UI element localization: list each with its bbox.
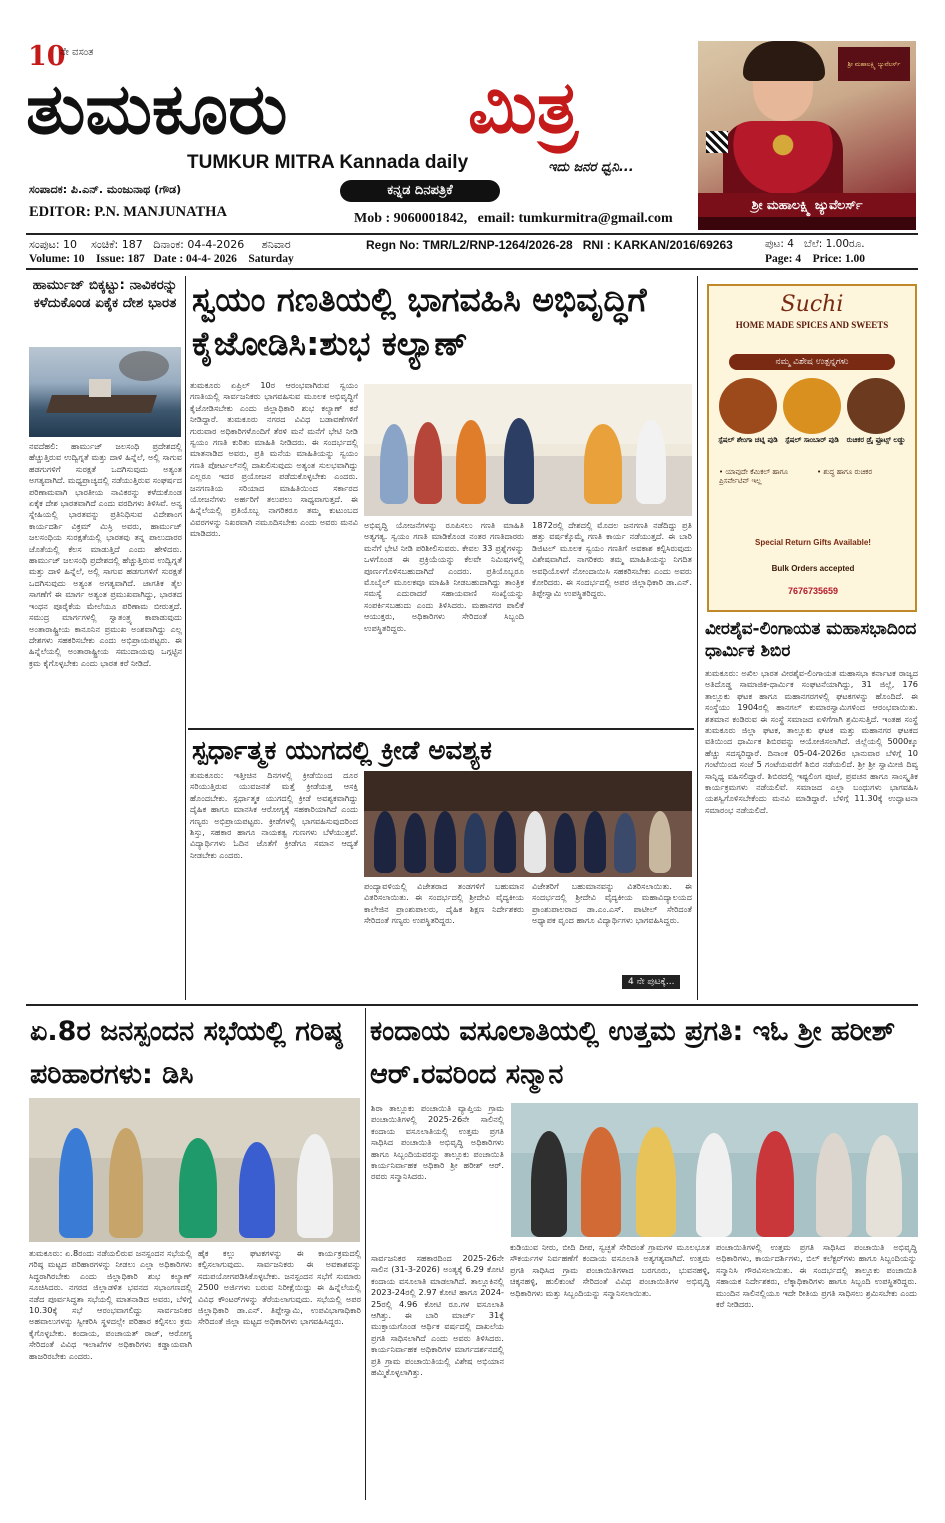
infobar-bottom-rule <box>26 268 918 270</box>
issue-info-kannada: ಸಂಪುಟ: 10 ಸಂಚಿಕೆ: 187 ದಿನಾಂಕ: 04-4-2026 ಶನಿವಾರ <box>29 238 291 251</box>
sports-col3: ವಿಜೇತರಿಗೆ ಬಹುಮಾನವನ್ನು ವಿತರಿಸಲಾಯಿತು. ಈ ಸಂದರ್ಭದಲ್ಲಿ ಶ್ರೀದೇವಿ ವೈದ್ಯಕೀಯ ಮಹಾವಿದ್ಯಾಲಯದ ಪ್ರಾಂಶುಪಾಲರಾದ ಡಾ.ಎಂ.ಎಸ್. ಪಾಟೀಲ್ ಸೇರಿದಂತೆ ಅಧ್ಯಾಪಕ ವೃಂದ ಹಾಗೂ ವಿದ್ಯಾರ್ಥಿಗಳು ಭಾಗವಹಿಸಿದ್ದರು. <box>532 881 692 926</box>
official-5 <box>297 1134 333 1238</box>
bottom-column-divider <box>365 1008 366 1500</box>
jewellery-ad <box>698 41 916 230</box>
left-column-divider <box>185 276 186 1000</box>
ad-brand-banner: ಶ್ರೀ ಮಹಾಲಕ್ಷ್ಮಿ ಜ್ಯುವೆಲರ್ಸ್ <box>698 193 916 217</box>
revenue-col3: ಪಂಚಾಯಿತಿಗಳಲ್ಲಿ ಉತ್ತಮ ಪ್ರಗತಿ ಸಾಧಿಸಿದ ಪಂಚಾಯಿತಿ ಅಭಿವೃದ್ಧಿ ಅಧಿಕಾರಿಗಳು, ಕಾರ್ಯದರ್ಶಿಗಳು, ಬಿಲ್ ಕಲೆಕ್ಟರ್‌ಗಳು ಹಾಗೂ ಸಿಬ್ಬಂದಿಯನ್ನು ಸನ್ಮಾನಿಸಿ ಗೌರವಿಸಲಾಯಿತು. ಈ ಸಂದರ್ಭದಲ್ಲಿ ತಾಲ್ಲೂಕು ಪಂಚಾಯಿತಿ ಸಹಾಯಕ ನಿರ್ದೇಶಕರು, ಲೆಕ್ಕಾಧಿಕಾರಿಗಳು ಹಾಗೂ ಸಿಬ್ಬಂದಿ ಉಪಸ್ಥಿತರಿದ್ದರು. ಮುಂದಿನ ಸಾಲಿನಲ್ಲಿಯೂ ಇದೇ ರೀತಿಯ ಪ್ರಗತಿ ಸಾಧಿಸಲು ಶ್ರಮಿಸಬೇಕು ಎಂದು ಕರೆ ನೀಡಿದರು. <box>716 1242 917 1310</box>
player-8 <box>584 811 606 873</box>
revenue-col2: ಕುಡಿಯುವ ನೀರು, ಬೀದಿ ದೀಪ, ಸ್ವಚ್ಛತೆ ಸೇರಿದಂತೆ ಗ್ರಾಮಗಳ ಮೂಲಭೂತ ಸೌಕರ್ಯಗಳ ನಿರ್ವಹಣೆಗೆ ಕಂದಾಯ ವಸೂಲಾತಿ ಅತ್ಯಗತ್ಯವಾಗಿದೆ. ಉತ್ತಮ ಪ್ರಗತಿ ಸಾಧಿಸಿದ ಗ್ರಾಮ ಪಂಚಾಯಿತಿಗಳಾದ ಬರಗೂರು, ಭುವನಹಳ್ಳಿ, ಚಿಕ್ಕನಹಳ್ಳಿ, ಹುಲಿಕುಂಟೆ ಸೇರಿದಂತೆ ವಿವಿಧ ಪಂಚಾಯಿತಿಗಳ ಅಭಿವೃದ್ಧಿ ಅಧಿಕಾರಿಗಳು ಮತ್ತು ಸಿಬ್ಬಂದಿಯನ್ನು ಸನ್ಮಾನಿಸಲಾಯಿತು. <box>510 1242 710 1298</box>
player-6 <box>524 811 546 873</box>
suchi-bullet-2: • ಶುದ್ಧ ಹಾಗೂ ರುಚಿಕರ <box>817 468 873 476</box>
honoree-4 <box>696 1133 732 1237</box>
suchi-product-2: ಸ್ಪೆಷಲ್ ಸಾಂಬಾರ್ ಪುಡಿ <box>785 436 839 444</box>
revenue-intro: ಶಿರಾ ತಾಲ್ಲೂಕು ಪಂಚಾಯಿತಿ ವ್ಯಾಪ್ತಿಯ ಗ್ರಾಮ ಪಂಚಾಯಿತಿಗಳಲ್ಲಿ 2025-26ನೇ ಸಾಲಿನಲ್ಲಿ ಕಂದಾಯ ವಸೂಲಾತಿಯಲ್ಲಿ ಉತ್ತಮ ಪ್ರಗತಿ ಸಾಧಿಸಿದ ಪಂಚಾಯಿತಿ ಅಭಿವೃದ್ಧಿ ಅಧಿಕಾರಿಗಳು ಹಾಗೂ ಸಿಬ್ಬಂದಿಯವರನ್ನು ತಾಲ್ಲೂಕು ಪಂಚಾಯಿತಿ ಕಾರ್ಯನಿರ್ವಾಹಕ ಅಧಿಕಾರಿ ಶ್ರೀ ಹರೀಶ್ ಆರ್. ರವರು ಸನ್ಮಾನಿಸಿದರು. <box>371 1103 504 1182</box>
revenue-col1: ಸಾರ್ವಜನಿಕರ ಸಹಕಾರದಿಂದ 2025-26ನೇ ಸಾಲಿನ (31-3-2026) ಅಂತ್ಯಕ್ಕೆ 6.29 ಕೋಟಿ ಕಂದಾಯ ವಸೂಲಾತಿ ಮಾಡಲಾಗಿದೆ. ತಾಲ್ಲೂಕಿನಲ್ಲಿ 2023-24ರಲ್ಲಿ 2.97 ಕೋಟಿ ಹಾಗೂ 2024-25ರಲ್ಲಿ 4.96 ಕೋಟಿ ರೂ.ಗಳ ವಸೂಲಾತಿ ಆಗಿತ್ತು. ಈ ಬಾರಿ ಮಾರ್ಚ್ 31ಕ್ಕೆ ಮುಕ್ತಾಯಗೊಂಡ ಆರ್ಥಿಕ ವರ್ಷದಲ್ಲಿ ದಾಖಲೆಯ ಪ್ರಗತಿ ಸಾಧಿಸಲಾಗಿದೆ ಎಂದು ಅವರು ತಿಳಿಸಿದರು. ಕಾರ್ಯನಿರ್ವಾಹಕ ಅಧಿಕಾರಿಗಳ ಮಾರ್ಗದರ್ಶನದಲ್ಲಿ ಪ್ರತಿ ಗ್ರಾಮ ಪಂಚಾಯಿತಿಯಲ್ಲಿ ವಿಶೇಷ ಅಭಿಯಾನ ಹಮ್ಮಿಕೊಳ್ಳಲಾಗಿತ್ತು. <box>371 1253 504 1378</box>
suchi-bulk-orders: Bulk Orders accepted <box>771 564 855 573</box>
year-label: ನೇ ವಸಂತ <box>60 47 94 58</box>
ad-qr-code <box>706 131 728 153</box>
janaspandana-photo <box>29 1098 360 1242</box>
census-col2: ಅಭಿವೃದ್ಧಿ ಯೋಜನೆಗಳನ್ನು ರೂಪಿಸಲು ಗಣತಿ ಮಾಹಿತಿ ಅತ್ಯಗತ್ಯ. ಸ್ವಯಂ ಗಣತಿ ಮಾಡಿಕೊಂಡ ನಂತರ ಗಣತಿದಾರರು ಮನೆಗೆ ಭೇಟಿ ನೀಡಿ ಪರಿಶೀಲಿಸುವರು. ಕೇವಲ 33 ಪ್ರಶ್ನೆಗಳನ್ನು ಒಳಗೊಂಡ ಈ ಪ್ರಕ್ರಿಯೆಯನ್ನು ಕೆಲವೇ ನಿಮಿಷಗಳಲ್ಲಿ ಪೂರ್ಣಗೊಳಿಸಬಹುದಾಗಿದೆ ಎಂದರು. ಪ್ರತಿಯೊಬ್ಬರೂ ಮೊಬೈಲ್ ಮೂಲಕವೂ ಮಾಹಿತಿ ನೀಡಬಹುದಾಗಿದ್ದು ತಾಂತ್ರಿಕ ಸಮಸ್ಯೆ ಎದುರಾದರೆ ಸಹಾಯವಾಣಿ ಸಂಖ್ಯೆಯನ್ನು ಸಂಪರ್ಕಿಸಬಹುದು ಎಂದು ತಿಳಿಸಿದರು. ಮಹಾನಗರ ಪಾಲಿಕೆ ಆಯುಕ್ತರು, ಅಧಿಕಾರಿಗಳು ಸೇರಿದಂತೆ ಸಿಬ್ಬಂದಿ ಉಪಸ್ಥಿತರಿದ್ದರು. <box>364 520 524 633</box>
suchi-return-gifts: Special Return Gifts Available! <box>755 538 871 547</box>
page-price-kannada: ಪುಟ: 4 ಬೆಲೆ: 1.00ರೂ. <box>765 238 865 250</box>
sports-continued-link[interactable]: 4 ನೇ ಪುಟಕ್ಕೆ... <box>622 975 680 989</box>
sambar-image <box>783 378 841 434</box>
honoree-5 <box>756 1131 794 1237</box>
sports-col2: ಪಂದ್ಯಾವಳಿಯಲ್ಲಿ ವಿಜೇತರಾದ ತಂಡಗಳಿಗೆ ಬಹುಮಾನ ವಿತರಿಸಲಾಯಿತು. ಈ ಸಂದರ್ಭದಲ್ಲಿ ಶ್ರೀದೇವಿ ವೈದ್ಯಕೀಯ ಕಾಲೇಜಿನ ಪ್ರಾಂಶುಪಾಲರು, ದೈಹಿಕ ಶಿಕ್ಷಣ ನಿರ್ದೇಶಕರು ಸೇರಿದಂತೆ ಗಣ್ಯರು ಉಪಸ್ಥಿತರಿದ್ದರು. <box>364 881 524 926</box>
player-2 <box>404 813 426 873</box>
player-10 <box>649 811 671 873</box>
editor-english: EDITOR: P.N. MANJUNATHA <box>29 204 227 220</box>
sports-headline: ಸ್ಪರ್ಧಾತ್ಮಕ ಯುಗದಲ್ಲಿ ಕ್ರೀಡೆ ಅವಶ್ಯಕ <box>192 736 492 766</box>
janaspandana-col1: ತುಮಕೂರು: ಏ.8ರಂದು ನಡೆಯಲಿರುವ ಜನಸ್ಪಂದನ ಸಭೆಯಲ್ಲಿ ಗರಿಷ್ಠ ಮಟ್ಟದ ಪರಿಹಾರಗಳನ್ನು ನೀಡಲು ಎಲ್ಲಾ ಅಧಿಕಾರಿಗಳು ಸಿದ್ಧರಾಗಿರಬೇಕು ಎಂದು ಜಿಲ್ಲಾಧಿಕಾರಿ ಶುಭ ಕಲ್ಯಾಣ್ ಸೂಚಿಸಿದರು. ನಗರದ ಜಿಲ್ಲಾಡಳಿತ ಭವನದ ಸಭಾಂಗಣದಲ್ಲಿ ನಡೆದ ಪೂರ್ವಸಿದ್ಧತಾ ಸಭೆಯಲ್ಲಿ ಮಾತನಾಡಿದ ಅವರು, ಬೆಳಿಗ್ಗೆ 10.30ಕ್ಕೆ ಸಭೆ ಆರಂಭವಾಗಲಿದ್ದು ಸಾರ್ವಜನಿಕರ ಅಹವಾಲುಗಳನ್ನು ಸ್ವೀಕರಿಸಿ ಸ್ಥಳದಲ್ಲೇ ಪರಿಹಾರ ಕಲ್ಪಿಸಲು ಕ್ರಮ ಕೈಗೊಳ್ಳಬೇಕು. ಕಂದಾಯ, ಪಂಚಾಯತ್ ರಾಜ್, ಆರೋಗ್ಯ ಸೇರಿದಂತೆ ವಿವಿಧ ಇಲಾಖೆಗಳ ಅಧಿಕಾರಿಗಳು ಕಡ್ಡಾಯವಾಗಿ ಹಾಜರಿರಬೇಕು ಎಂದರು. <box>29 1248 192 1361</box>
player-3 <box>434 811 456 873</box>
revenue-photo <box>511 1103 918 1237</box>
person-2 <box>414 422 442 504</box>
veerashaiva-headline: ವೀರಶೈವ-ಲಿಂಗಾಯತ ಮಹಾಸಭಾದಿಂದ ಧಾರ್ಮಿಕ ಶಿಬಿರ <box>705 619 917 661</box>
mid-page-rule <box>26 1004 918 1006</box>
suchi-brand: Suchi <box>780 292 844 317</box>
census-headline: ಸ್ವಯಂ ಗಣತಿಯಲ್ಲಿ ಭಾಗವಹಿಸಿ ಅಭಿವೃದ್ಧಿಗೆ ಕೈಜೋಡಿಸಿ:ಶುಭ ಕಲ್ಯಾಣ್ <box>192 280 647 363</box>
center-right-divider <box>697 276 698 1000</box>
ship-deck <box>89 379 111 397</box>
editor-kannada: ಸಂಪಾದಕ: ಪಿ.ಎನ್. ಮಂಜುನಾಥ (ಗೌಡ) <box>29 183 182 196</box>
player-5 <box>494 811 516 873</box>
official-3 <box>179 1138 217 1238</box>
honoree-3 <box>636 1127 676 1237</box>
suchi-product-3: ರುಚಿಕರ ಡ್ರೈ ಫ್ರೂಟ್ಸ್ ಲಡ್ಡು <box>846 436 906 444</box>
player-1 <box>374 811 396 873</box>
census-bottom-rule <box>188 728 694 730</box>
suchi-phone: 7676735659 <box>787 586 839 596</box>
page-price-english: Page: 4 Price: 1.00 <box>765 253 865 265</box>
suchi-bullet-1: • ಯಾವುದೇ ಕೆಮಿಕಲ್ ಹಾಗೂ ಪ್ರಿಸರ್ವೇಟಿವ್ ಇಲ್ಲ <box>719 468 788 485</box>
official-2 <box>109 1128 143 1238</box>
person-6 <box>636 420 666 504</box>
stage-curtain <box>364 771 692 811</box>
honoree-1 <box>531 1131 567 1237</box>
registration-number: Regn No: TMR/L2/RNP-1264/2026-28 RNI : KARKAN/2016/69263 <box>366 238 733 252</box>
sports-photo <box>364 771 692 877</box>
veerashaiva-body: ತುಮಕೂರು: ಅಖಿಲ ಭಾರತ ವೀರಶೈವ-ಲಿಂಗಾಯತ ಮಹಾಸಭಾ ಕರ್ನಾಟಕ ರಾಜ್ಯದ ಅತಿದೊಡ್ಡ ಸಾಮಾಜಿಕ-ಧಾರ್ಮಿಕ ಸಂಘಟನೆಯಾಗಿದ್ದು, 31 ಜಿಲ್ಲೆ, 176 ತಾಲ್ಲೂಕು ಘಟಕ ಹಾಗೂ ಮಹಾನಗರಗಳಲ್ಲಿ ಘಟಕಗಳನ್ನು ಹೊಂದಿದೆ. ಈ ಸಂಸ್ಥೆಯು 1904ರಲ್ಲಿ ಹಾನಗಲ್ ಕುಮಾರಸ್ವಾಮಿಗಳಿಂದ ಆರಂಭವಾಯಿತು. ಶತಮಾನ ಕಂಡಿರುವ ಈ ಸಂಸ್ಥೆ ಸಮಾಜದ ಏಳಿಗೆಗಾಗಿ ಶ್ರಮಿಸುತ್ತಿದೆ. ಇಂತಹ ಸಂಸ್ಥೆ ತುಮಕೂರು ಜಿಲ್ಲಾ ಘಟಕ, ತಾಲ್ಲೂಕು ಘಟಕ ಮತ್ತು ಮಹಾನಗರ ಘಟಕದ ವತಿಯಿಂದ ಧಾರ್ಮಿಕ ಶಿಬಿರವನ್ನು ಆಯೋಜಿಸಲಾಗಿದೆ. ಜಿಲ್ಲೆಯಲ್ಲಿ 5000ಕ್ಕೂ ಹೆಚ್ಚು ಸದಸ್ಯರಿದ್ದಾರೆ. ದಿನಾಂಕ 05-04-2026ರ ಭಾನುವಾರ ಬೆಳಿಗ್ಗೆ 10 ಗಂಟೆಯಿಂದ ಸಂಜೆ 5 ಗಂಟೆಯವರೆಗೆ ಶಿಬಿರ ನಡೆಯಲಿದೆ. ಶ್ರೀ ಶ್ರೀ ಸ್ವಾಮೀಜಿ ದಿವ್ಯ ಸಾನ್ನಿಧ್ಯ ವಹಿಸಲಿದ್ದಾರೆ. ಶಿಬಿರದಲ್ಲಿ ಇಷ್ಟಲಿಂಗ ಪೂಜೆ, ಪ್ರವಚನ ಹಾಗೂ ಸಾಂಸ್ಕೃತಿಕ ಕಾರ್ಯಕ್ರಮಗಳು ನಡೆಯಲಿವೆ. ಸಮಾಜದ ಎಲ್ಲಾ ಬಂಧುಗಳು ಭಾಗವಹಿಸಿ ಯಶಸ್ವಿಗೊಳಿಸಬೇಕೆಂದು ಮನವಿ ಮಾಡಿದ್ದಾರೆ. ಬೆಳಿಗ್ಗೆ 11.30ಕ್ಕೆ ಉದ್ಘಾಟನಾ ಸಮಾರಂಭ ನಡೆಯಲಿದೆ. <box>705 668 918 815</box>
laddu-image <box>847 378 905 434</box>
ad-saree <box>723 121 843 201</box>
ad-model-hair <box>743 41 825 81</box>
player-9 <box>614 813 636 873</box>
infobar-top-rule <box>26 233 918 235</box>
honoree-2 <box>581 1127 621 1237</box>
year-number: 10 <box>28 41 66 72</box>
person-4 <box>504 418 534 504</box>
suchi-offer-title: ನಮ್ಮ ವಿಶೇಷ ಉತ್ಪನ್ನಗಳು <box>729 354 895 370</box>
masthead-title-red: ಮಿತ್ರ <box>468 65 579 149</box>
ad-logo-box: ಶ್ರೀ ಮಹಾಲಕ್ಷ್ಮಿ ಜ್ಯುವೆಲರ್ಸ್ <box>838 47 910 81</box>
hormuz-photo <box>29 347 181 437</box>
sports-col1: ತುಮಕೂರು: ಇತ್ತೀಚಿನ ದಿನಗಳಲ್ಲಿ ಕ್ರೀಡೆಯಿಂದ ದೂರ ಸರಿಯುತ್ತಿರುವ ಯುವಜನತೆ ಮತ್ತೆ ಕ್ರೀಡೆಯತ್ತ ಆಸಕ್ತಿ ಹೊಂದಬೇಕು. ಸ್ಪರ್ಧಾತ್ಮಕ ಯುಗದಲ್ಲಿ ಕ್ರೀಡೆ ಅವಶ್ಯಕವಾಗಿದ್ದು ದೈಹಿಕ ಹಾಗೂ ಮಾನಸಿಕ ಆರೋಗ್ಯಕ್ಕೆ ಸಹಕಾರಿಯಾಗಿದೆ ಎಂದು ಗಣ್ಯರು ಅಭಿಪ್ರಾಯಪಟ್ಟರು. ಕ್ರೀಡೆಗಳಲ್ಲಿ ಭಾಗವಹಿಸುವುದರಿಂದ ಶಿಸ್ತು, ಸಹಕಾರ ಹಾಗೂ ನಾಯಕತ್ವ ಗುಣಗಳು ಬೆಳೆಯುತ್ತವೆ. ವಿದ್ಯಾರ್ಥಿಗಳು ಓದಿನ ಜೊತೆಗೆ ಕ್ರೀಡೆಗೂ ಸಮಾನ ಆದ್ಯತೆ ನೀಡಬೇಕು ಎಂದರು. <box>190 770 358 860</box>
person-1 <box>380 424 408 504</box>
hormuz-body: ನವದೆಹಲಿ: ಹಾರ್ಮುಜ್ ಜಲಸಂಧಿ ಪ್ರದೇಶದಲ್ಲಿ ಹೆಚ್ಚುತ್ತಿರುವ ಉದ್ವಿಗ್ನತೆ ಮತ್ತು ದಾಳಿ ಹಿನ್ನೆಲೆ, ಅಲ್ಲಿ ಸಾಗುವ ಹಡಗುಗಳಿಗೆ ಸುರಕ್ಷತೆ ಒದಗಿಸುವುದು ಅತ್ಯಂತ ಅಗತ್ಯವಾಗಿದೆ. ಮಧ್ಯಪ್ರಾಚ್ಯದಲ್ಲಿ ನಡೆಯುತ್ತಿರುವ ಸಂಘರ್ಷದ ಪರಿಣಾಮವಾಗಿ ಭಾರತೀಯ ನಾವಿಕರನ್ನು ಕಳೆದುಕೊಂಡ ಏಕೈಕ ದೇಶ ಭಾರತವಾಗಿದೆ ಎಂದು ವರದಿಗಳು ತಿಳಿಸಿವೆ. ಅನ್ಯ ಸ್ನೇಹಿಯಲ್ಲಿ ಭಾರತವನ್ನು ಪ್ರತಿನಿಧಿಸುವ ವಿದೇಶಾಂಗ ಕಾರ್ಯದರ್ಶಿ ವಿಕ್ರಮ್ ಮಿಸ್ರಿ ಅವರು, ಹಾರ್ಮುಜ್ ಜಲಸಂಧಿಯ ಸುರಕ್ಷತೆಯಲ್ಲಿ ಭಾರತವು ತನ್ನ ಪಾಲುದಾರರ ಜೊತೆಯಲ್ಲಿ ಕೆಲಸ ಮಾಡುತ್ತಿದೆ ಎಂದು ಹೇಳಿದರು. ಹಾರ್ಮುಜ್ ಜಲಸಂಧಿ ಪ್ರದೇಶದಲ್ಲಿ ಹೆಚ್ಚುತ್ತಿರುವ ಉದ್ವಿಗ್ನತೆ ಮತ್ತು ದಾಳಿ ಹಿನ್ನೆಲೆ, ಅಲ್ಲಿ ಸಾಗುವ ಹಡಗುಗಳಿಗೆ ಸುರಕ್ಷತೆ ಒದಗಿಸುವುದು ಅತ್ಯಂತ ಅಗತ್ಯವಾಗಿದೆ. ಜಾಗತಿಕ ತೈಲ ಸಾಗಣೆಗೆ ಈ ಮಾರ್ಗ ಅತ್ಯಂತ ಪ್ರಮುಖವಾಗಿದ್ದು, ಭಾರತದ ಇಂಧನ ಪೂರೈಕೆಯ ಮೇಲೆಯೂ ಪರಿಣಾಮ ಬೀರುತ್ತದೆ. ಸಮುದ್ರ ಮಾರ್ಗಗಳಲ್ಲಿ ಸ್ವಾತಂತ್ರ್ಯ ಕಾಪಾಡುವುದು ಅಂತಾರಾಷ್ಟ್ರೀಯ ಕಾನೂನಿನ ಪ್ರಮುಖ ಅಂಶವಾಗಿದ್ದು ಎಲ್ಲ ದೇಶಗಳು ಸಹಕರಿಸಬೇಕು ಎಂದು ಅಭಿಪ್ರಾಯಪಟ್ಟರು. ಈ ಹಿನ್ನೆಲೆಯಲ್ಲಿ ಅಂತಾರಾಷ್ಟ್ರೀಯ ಸಮುದಾಯವು ಒಗ್ಗಟ್ಟಿನ ಕ್ರಮ ಕೈಗೊಳ್ಳಬೇಕು ಎಂದು ಭಾರತ ಕರೆ ನೀಡಿದೆ. <box>29 441 182 668</box>
masthead-title: ತುಮಕೂರು <box>26 68 288 150</box>
official-4 <box>239 1142 275 1238</box>
person-3 <box>456 420 486 504</box>
honoree-7 <box>866 1135 902 1237</box>
suchi-product-1: ಸ್ಪೆಷಲ್ ಶೇಂಗಾ ಚಟ್ನಿ ಪುಡಿ <box>718 436 778 444</box>
person-5 <box>584 424 622 504</box>
janaspandana-col2: ಹೈಕ ಕಲ್ಲು ಘಟಕಗಳನ್ನು ಈ ಕಾರ್ಯಕ್ರಮದಲ್ಲಿ ಕಲ್ಪಿಸಲಾಗುವುದು. ಸಾರ್ವಜನಿಕರು ಈ ಅವಕಾಶವನ್ನು ಸದುಪಯೋಗಪಡಿಸಿಕೊಳ್ಳಬೇಕು. ಜನಸ್ಪಂದನ ಸಭೆಗೆ ಸುಮಾರು 2500 ಅರ್ಜಿಗಳು ಬರುವ ನಿರೀಕ್ಷೆಯಿದ್ದು ಈ ಹಿನ್ನೆಲೆಯಲ್ಲಿ ವಿವಿಧ ಕೌಂಟರ್‌ಗಳನ್ನು ತೆರೆಯಲಾಗುವುದು. ಸಭೆಯಲ್ಲಿ ಅಪರ ಜಿಲ್ಲಾಧಿಕಾರಿ ಡಾ.ಎನ್. ತಿಪ್ಪೇಸ್ವಾಮಿ, ಉಪವಿಭಾಗಾಧಿಕಾರಿ ಸೇರಿದಂತೆ ಜಿಲ್ಲಾ ಮಟ್ಟದ ಅಧಿಕಾರಿಗಳು ಭಾಗವಹಿಸಿದ್ದರು. <box>198 1248 361 1327</box>
chutney-image <box>719 378 777 434</box>
census-photo <box>364 384 692 516</box>
hormuz-headline: ಹಾರ್ಮುಜ್ ಬಿಕ್ಕಟ್ಟು: ನಾವಿಕರನ್ನು ಕಳೆದುಕೊಂಡ ಏಕೈಕ ದೇಶ ಭಾರತ <box>32 277 178 311</box>
daily-badge: ಕನ್ನಡ ದಿನಪತ್ರಿಕೆ <box>340 180 500 202</box>
tagline: ಇದು ಜನರ ಧ್ವನಿ... <box>548 160 634 175</box>
ship-smoke <box>119 351 169 381</box>
revenue-headline: ಕಂದಾಯ ವಸೂಲಾತಿಯಲ್ಲಿ ಉತ್ತಮ ಪ್ರಗತಿ: ಇಓ ಶ್ರೀ ಹರೀಶ್ ಆರ್.ರವರಿಂದ ಸನ್ಮಾನ <box>370 1016 896 1090</box>
census-col3: 1872ರಲ್ಲಿ ದೇಶದಲ್ಲಿ ಮೊದಲ ಜನಗಣತಿ ನಡೆದಿದ್ದು ಪ್ರತಿ ಹತ್ತು ವರ್ಷಕ್ಕೊಮ್ಮೆ ಗಣತಿ ಕಾರ್ಯ ನಡೆಯುತ್ತದೆ. ಈ ಬಾರಿ ಡಿಜಿಟಲ್ ಮೂಲಕ ಸ್ವಯಂ ಗಣತಿಗೆ ಅವಕಾಶ ಕಲ್ಪಿಸಿರುವುದು ವಿಶೇಷವಾಗಿದೆ. ನಾಗರಿಕರು ತಮ್ಮ ಮಾಹಿತಿಯನ್ನು ನಿಗದಿತ ಅವಧಿಯೊಳಗೆ ನೋಂದಾಯಿಸಿ ಸಹಕರಿಸಬೇಕು ಎಂದು ಅವರು ಕೋರಿದರು. ಈ ಸಂದರ್ಭದಲ್ಲಿ ಅಪರ ಜಿಲ್ಲಾಧಿಕಾರಿ ಡಾ.ಎನ್. ತಿಪ್ಪೇಸ್ವಾಮಿ ಉಪಸ್ಥಿತರಿದ್ದರು. <box>532 520 692 599</box>
census-col1: ತುಮಕೂರು ಏಪ್ರಿಲ್ 10ರ ಆರಂಭವಾಗಿರುವ ಸ್ವಯಂ ಗಣತಿಯಲ್ಲಿ ಸಾರ್ವಜನಿಕರು ಭಾಗವಹಿಸುವ ಮೂಲಕ ಅಭಿವೃದ್ಧಿಗೆ ಕೈಜೋಡಿಸಬೇಕು ಎಂದು ಜಿಲ್ಲಾಧಿಕಾರಿ ಶುಭ ಕಲ್ಯಾಣ್ ಕರೆ ನೀಡಿದ್ದಾರೆ. ತುಮಕೂರು ನಗರದ ವಿವಿಧ ಬಡಾವಣೆಗಳಿಗೆ ಗುರುವಾರ ಅಧಿಕಾರಿಗಳೊಂದಿಗೆ ತೆರಳಿ ಮನೆ ಮನೆಗೆ ಭೇಟಿ ನೀಡಿ ಸ್ವಯಂ ಗಣತಿ ಕುರಿತು ಮಾಹಿತಿ ನೀಡಿದರು. ಈ ಸಂದರ್ಭದಲ್ಲಿ ಮಾತನಾಡಿದ ಅವರು, ಪ್ರತಿ ಮನೆಯ ಮಾಹಿತಿಯನ್ನು ಸ್ವಯಂ ಗಣತಿ ಪೋರ್ಟಲ್‌ನಲ್ಲಿ ದಾಖಲಿಸುವುದು ಅತ್ಯಂತ ಸುಲಭವಾಗಿದ್ದು ಎಲ್ಲರೂ ಇದರ ಪ್ರಯೋಜನ ಪಡೆದುಕೊಳ್ಳಬೇಕು ಎಂದರು. ಜನಗಣತಿಯ ಸರಿಯಾದ ಮಾಹಿತಿಯಿಂದ ಸರ್ಕಾರದ ಯೋಜನೆಗಳು ಅರ್ಹರಿಗೆ ತಲುಪಲು ಸಾಧ್ಯವಾಗುತ್ತದೆ. ಈ ಹಿನ್ನೆಲೆಯಲ್ಲಿ ಪ್ರತಿಯೊಬ್ಬ ನಾಗರಿಕರೂ ತಮ್ಮ ಕುಟುಂಬದ ವಿವರಗಳನ್ನು ನಿಖರವಾಗಿ ನಮೂದಿಸಬೇಕು ಎಂದು ಅವರು ಮನವಿ ಮಾಡಿದರು. <box>190 380 358 539</box>
janaspandana-headline: ಏ.8ರ ಜನಸ್ಪಂದನ ಸಭೆಯಲ್ಲಿ ಗರಿಷ್ಠ ಪರಿಹಾರಗಳು: ಡಿಸಿ <box>30 1016 343 1090</box>
suchi-ad <box>707 284 917 612</box>
player-4 <box>464 813 486 873</box>
honoree-6 <box>816 1133 852 1237</box>
issue-info-english: Volume: 10 Issue: 187 Date : 04-4- 2026 Saturday <box>29 253 294 265</box>
ad-footer-strip <box>698 217 916 230</box>
player-7 <box>554 813 576 873</box>
official-1 <box>59 1128 93 1238</box>
contact-line: Mob : 9060001842, email: tumkurmitra@gmail.com <box>354 211 673 226</box>
suchi-subtitle: HOME MADE SPICES AND SWEETS <box>735 320 889 330</box>
ship-hull <box>46 395 157 413</box>
english-name: TUMKUR MITRA Kannada daily <box>187 152 469 173</box>
